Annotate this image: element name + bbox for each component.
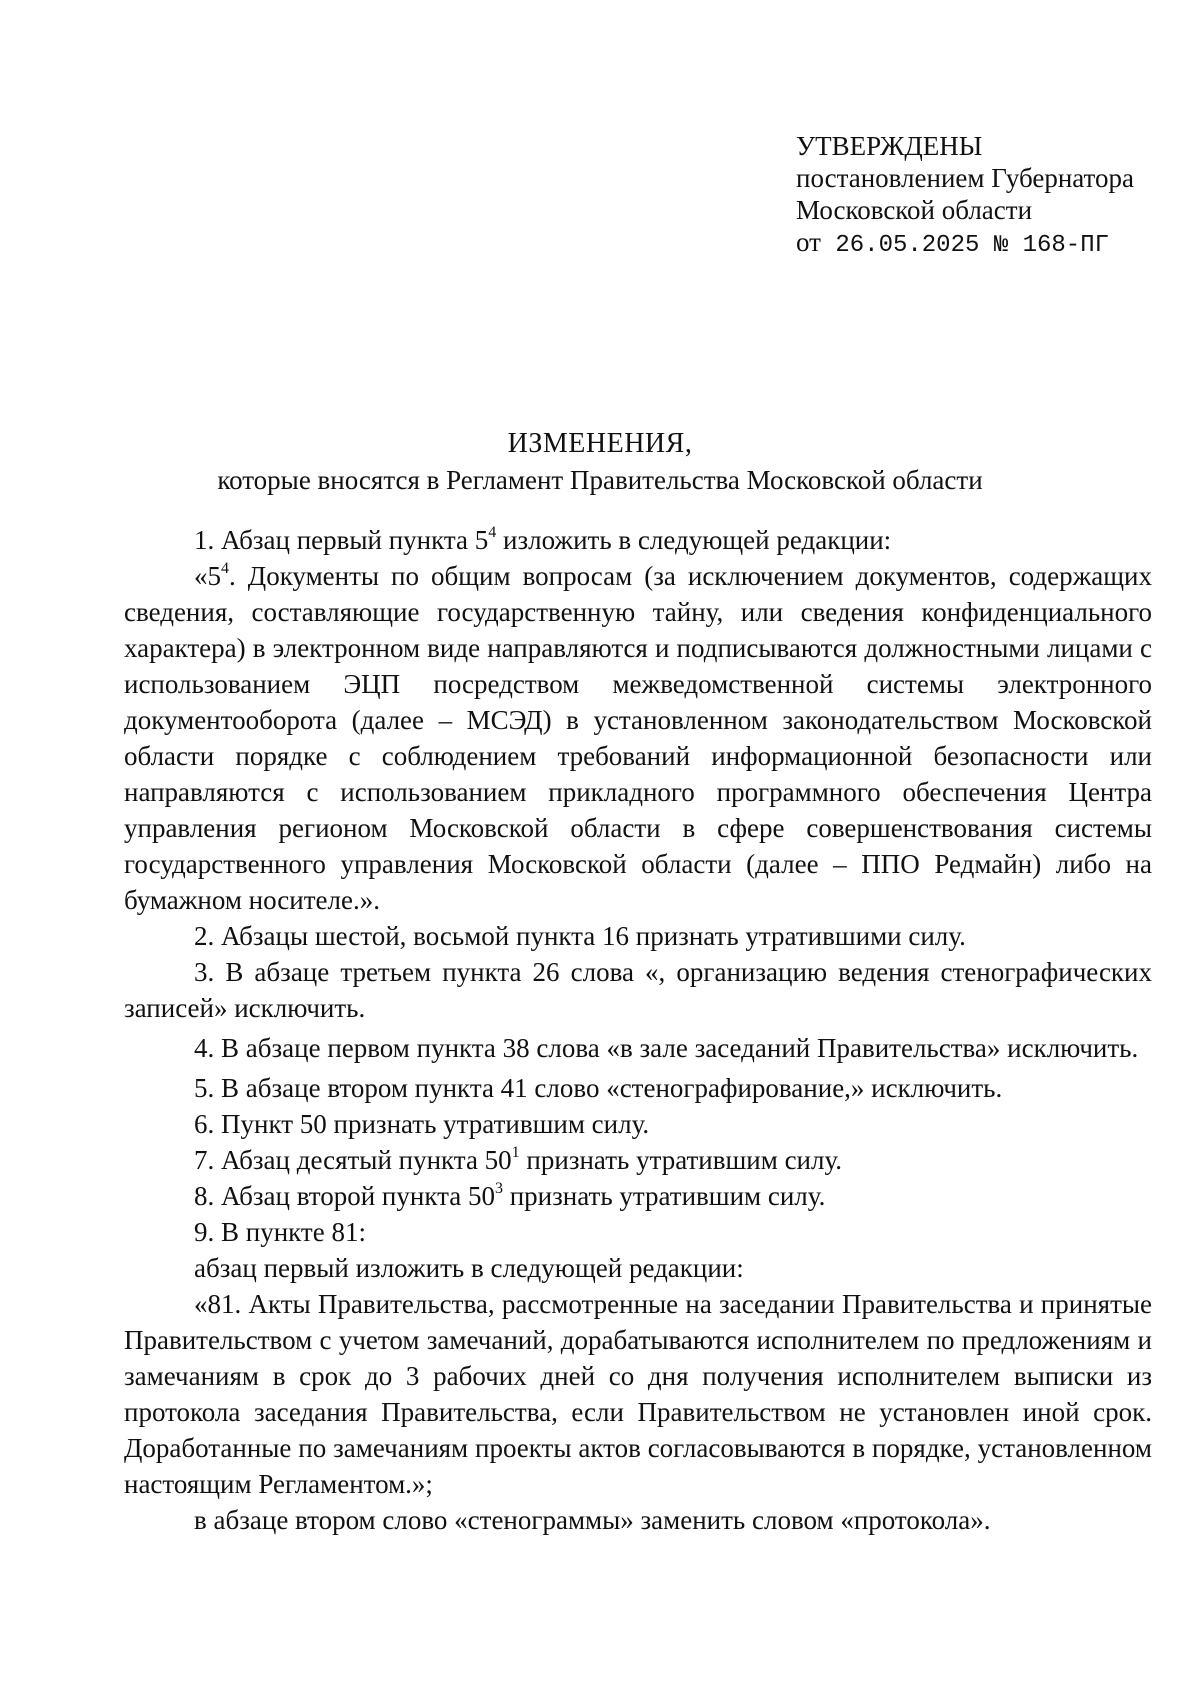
paragraph-10: 9. В пункте 81: [194,1217,366,1247]
paragraph-13: в абзаце втором слово «стенограммы» заменить словом «протокола». [194,1505,991,1535]
document-subtitle: которые вносятся в Регламент Правительства Московской области [217,465,983,495]
document-title: ИЗМЕНЕНИЯ, [507,428,693,459]
paragraph-8-superscript: 1 [511,1144,520,1161]
paragraph-9 [124,1178,1152,1214]
paragraph-6: 5. В абзаце втором пункта 41 слово «стенографирование,» исключить. [194,1073,1003,1103]
paragraph-8-text-end: признать утратившим силу. [519,1145,843,1175]
approval-date-prefix: от [796,227,821,257]
paragraph-2 [124,558,1152,918]
paragraph-8 [124,1142,1152,1178]
approval-authority: постановлением Губернатора [796,163,1134,193]
paragraph-2-superscript: 4 [221,560,229,577]
paragraph-7: 6. Пункт 50 признать утратившим силу. [194,1109,650,1139]
approval-region: Московской области [796,195,1033,225]
document-body [124,522,1152,1538]
paragraph-9-text-end: признать утратившим силу. [502,1181,826,1211]
paragraph-1-text: 1. Абзац первый пункта 5 [194,525,489,555]
paragraph-1-superscript: 4 [488,524,497,541]
paragraph-12: «81. Акты Правительства, рассмотренные на заседании Правительства и принятые Правительством с учетом замечаний, дорабатываются исполнителем по предложениям и замечаниям в срок до 3 рабочих дней со дня получения исполнителем выписки из протокола заседания Правительства, если Правительством не установлен иной срок. Доработанные по замечаниям проекты актов согласовываются в порядке, установленном настоящим Регламентом.»; [124,1289,1152,1499]
paragraph-4: 3. В абзаце третьем пункта 26 слова «, организацию ведения стенографических записей» исключить. [124,957,1152,1023]
paragraph-8-text: 7. Абзац десятый пункта 50 [194,1145,512,1175]
paragraph-9-superscript: 3 [494,1180,503,1197]
paragraph-11: абзац первый изложить в следующей редакции: [194,1253,744,1283]
paragraph-2-text-end: . Документы по общим вопросам (за исключением документов, содержащих сведения, составляющие государственную тайну, или сведения конфиденциального характера) в электронном виде направляются и подписываются должностными лицами с использованием ЭЦП посредством межведомственной системы электронного документооборота (далее – МСЭД) в установленном законодательством Московской области порядке с соблюдением требований информационной безопасности или направляются с использованием прикладного программного обеспечения Центра управления регионом Московской области в сфере совершенствования системы государственного управления Московской области (далее – ППО Редмайн) либо на бумажном носителе.». [124,561,1152,915]
approval-stamp-block [796,130,1176,262]
paragraph-9-text: 8. Абзац второй пункта 50 [194,1181,495,1211]
paragraph-3: 2. Абзацы шестой, восьмой пункта 16 признать утратившими силу. [194,921,966,951]
approval-date-line [796,226,1176,262]
approval-heading: УТВЕРЖДЕНЫ [796,131,983,161]
approval-date-value: 26.05.2025 № 168-ПГ [835,232,1110,259]
paragraph-1 [124,522,1152,558]
paragraph-2-text: «5 [194,561,221,591]
paragraph-5: 4. В абзаце первом пункта 38 слова «в зале заседаний Правительства» исключить. [194,1033,1139,1063]
paragraph-1-text-end: изложить в следующей редакции: [496,525,892,555]
